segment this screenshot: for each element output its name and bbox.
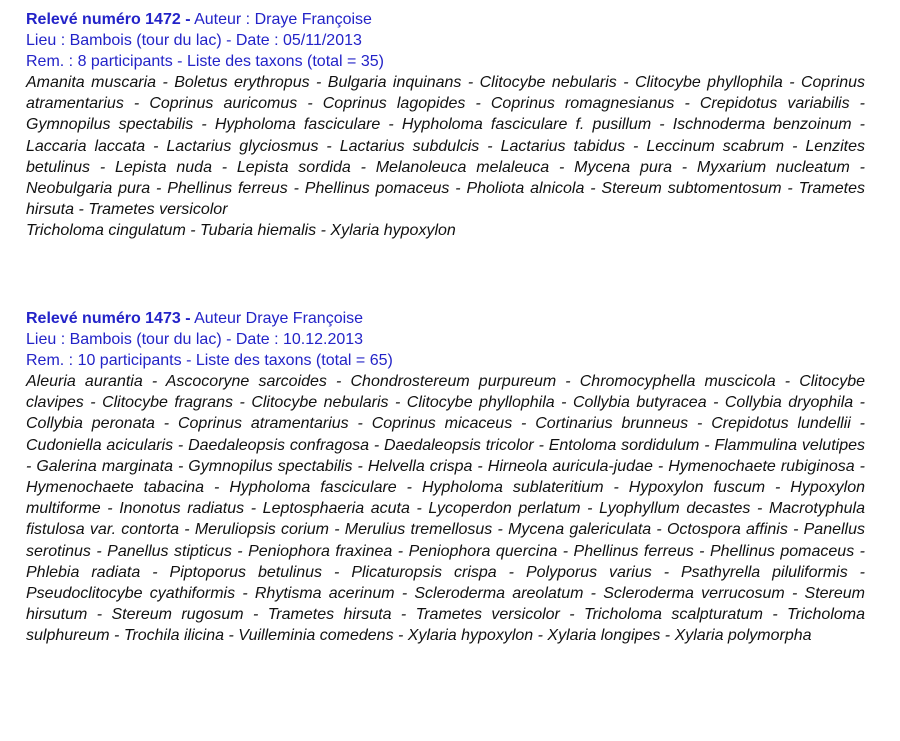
record-remark: Rem. : 8 participants - Liste des taxons (total = 35) — [26, 53, 384, 70]
record-author: Auteur : Draye Françoise — [190, 11, 372, 28]
record-place-date: Lieu : Bambois (tour du lac) - Date : 10.12.2013 — [26, 331, 364, 348]
record-1472 — [26, 9, 865, 242]
taxa-list: Amanita muscaria - Boletus erythropus - Bulgaria inquinans - Clitocybe nebularis - Clitocybe phyllophila - Coprinus atramentarius - Coprinus auricomus - Coprinus lagopides - Coprinus romagnesianus - Crepidotus variabilis - Gymnopilus spectabilis - Hypholoma fasciculare - Hypholoma fasciculare f. pusillum - Ischnoderma benzoinum - Laccaria laccata - Lactarius glyciosmus - Lactarius subdulcis - Lactarius tabidus - Leccinum scabrum - Lenzites betulinus - Lepista nuda - Lepista sordida - Melanoleuca melaleuca - Mycena pura - Myxarium nucleatum - Neobulgaria pura - Phellinus ferreus - Phellinus pomaceus - Pholiota alnicola - Stereum subtomentosum - Trametes hirsuta - Trametes versicolor — [26, 74, 865, 219]
record-author: Auteur Draye Françoise — [190, 310, 364, 327]
record-remark: Rem. : 10 participants - Liste des taxons (total = 65) — [26, 352, 393, 369]
record-header — [26, 9, 865, 30]
taxa-list: Aleuria aurantia - Ascocoryne sarcoides - Chondrostereum purpureum - Chromocyphella muscicola - Clitocybe clavipes - Clitocybe fragrans - Clitocybe nebularis - Clitocybe phyllophila - Collybia butyracea - Collybia dryophila - Collybia peronata - Coprinus atramentarius - Coprinus micaceus - Cortinarius brunneus - Crepidotus lundellii - Cudoniella acicularis - Daedaleopsis confragosa - Daedaleopsis tricolor - Entoloma sordidulum - Flammulina velutipes - Galerina marginata - Gymnopilus spectabilis - Helvella crispa - Hirneola auricula-judae - Hymenochaete rubiginosa - Hymenochaete tabacina - Hypholoma fasciculare - Hypholoma sublateritium - Hypoxylon fuscum - Hypoxylon multiforme - Inonotus radiatus - Leptosphaeria acuta - Lycoperdon perlatum - Lyophyllum decastes - Macrotyphula fistulosa var. contorta - Meruliopsis corium - Merulius tremellosus - Mycena galericulata - Octospora affinis - Panellus serotinus - Panellus stipticus - Peniophora fraxinea - Peniophora quercina - Phellinus ferreus - Phellinus pomaceus - Phlebia radiata - Piptoporus betulinus - Plicaturopsis crispa - Polyporus varius - Psathyrella piluliformis - Pseudoclitocybe cyathiformis - Rhytisma acerinum - Scleroderma areolatum - Scleroderma verrucosum - Stereum hirsutum - Stereum rugosum - Trametes hirsuta - Trametes versicolor - Tricholoma scalpturatum - Tricholoma sulphureum - Trochila ilicina - Vuilleminia comedens - Xylaria hypoxylon - Xylaria longipes - Xylaria polymorpha — [26, 373, 865, 645]
record-header — [26, 308, 865, 329]
record-title: Relevé numéro 1472 - — [26, 11, 191, 28]
record-place-date: Lieu : Bambois (tour du lac) - Date : 05/11/2013 — [26, 32, 362, 49]
record-1473 — [26, 308, 865, 647]
taxa-list-continued: Tricholoma cingulatum - Tubaria hiemalis - Xylaria hypoxylon — [26, 222, 456, 240]
record-title: Relevé numéro 1473 - — [26, 310, 191, 327]
